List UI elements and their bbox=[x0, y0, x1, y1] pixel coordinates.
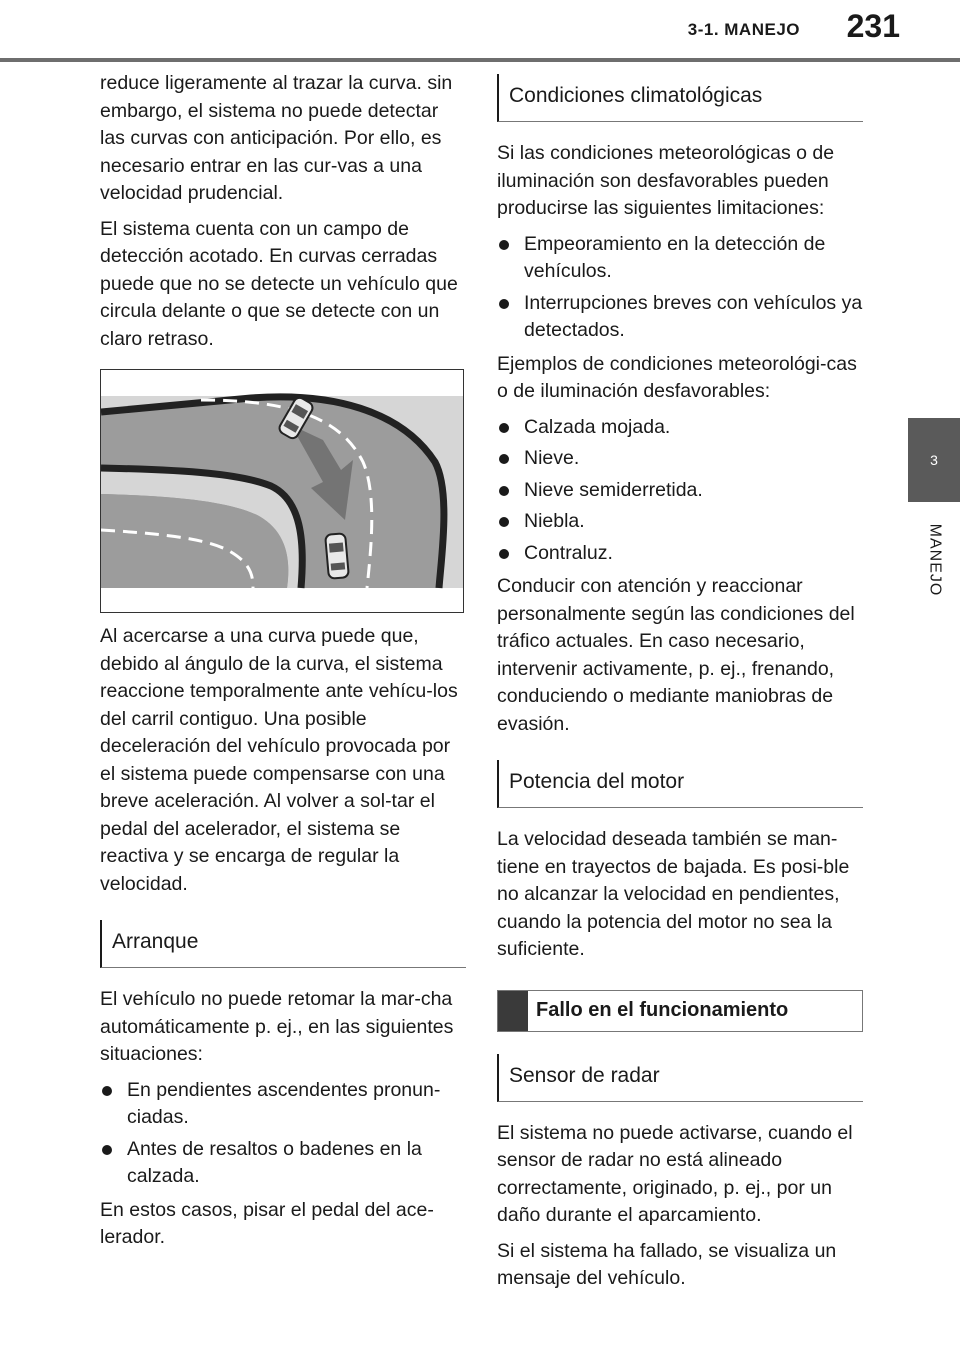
chapter-title-vertical bbox=[908, 510, 960, 610]
paragraph: El sistema no puede activarse, cuando el sensor de radar no está alineado correctamente, originado, p. ej., por un daño durante el aparcamiento. bbox=[497, 1121, 853, 1226]
left-column bbox=[100, 70, 466, 1260]
paragraph: Conducir con atención y reaccionar personalmente según las condiciones del tráfico actuales. En caso necesario, intervenir activamente, p. ej., frenando, conduciendo o mediante maniobras de evasión. bbox=[497, 575, 855, 735]
list-item: Contraluz. bbox=[497, 540, 863, 568]
list-item: Nieve semiderretida. bbox=[497, 477, 863, 505]
paragraph: Al acercarse a una curva puede que, debido al ángulo de la curva, el sistema reaccione temporalmente ante vehícu-los del carril contiguo. Una posible deceleración del vehículo provocada por el sistema puede compensarse con una breve aceleración. Al volver a sol-tar el pedal del acelerador, el sistema se reactiva y se encarga de regular la velocidad. bbox=[100, 625, 458, 895]
list-item: En pendientes ascendentes pronun-ciadas. bbox=[100, 1077, 466, 1132]
paragraph: El vehículo no puede retomar la mar-cha automáticamente p. ej., en las siguientes situaciones: bbox=[100, 988, 454, 1065]
list-item: Empeoramiento en la detección de vehículos. bbox=[497, 231, 863, 286]
heading-fallo-en-el-funcionamiento bbox=[497, 990, 863, 1032]
heading-condiciones-climatologicas: Condiciones climatológicas bbox=[497, 74, 863, 122]
section-title: 3-1. MANEJO bbox=[687, 20, 800, 39]
paragraph: Si el sistema ha fallado, se visualiza un mensaje del vehículo. bbox=[497, 1239, 837, 1289]
paragraph: Ejemplos de condiciones meteorológi-cas o de iluminación desfavorables: bbox=[497, 352, 857, 402]
paragraph: En estos casos, pisar el pedal del ace-lerador. bbox=[100, 1198, 434, 1248]
list-item: Niebla. bbox=[497, 508, 863, 536]
paragraph: Si las condiciones meteorológicas o de iluminación son desfavorables pueden producirse las siguientes limitaciones: bbox=[497, 142, 835, 219]
heading-sensor-de-radar: Sensor de radar bbox=[497, 1054, 863, 1102]
list-item: Antes de resaltos o badenes en la calzada. bbox=[100, 1136, 466, 1191]
curve-illustration-svg bbox=[101, 370, 463, 612]
bullet-list bbox=[497, 414, 863, 568]
curve-illustration bbox=[100, 369, 464, 613]
page-number: 231 bbox=[846, 8, 900, 44]
header-rule bbox=[0, 58, 960, 62]
chapter-number: 3 bbox=[930, 452, 938, 468]
paragraph: La velocidad deseada también se man-tiene en trayectos de bajada. Es posi-ble no alcanzar la velocidad en pendientes, cuando la potencia del motor no sea la suficiente. bbox=[497, 828, 850, 960]
heading-arranque: Arranque bbox=[100, 920, 466, 968]
bullet-list bbox=[497, 231, 863, 345]
chapter-tab[interactable] bbox=[908, 418, 960, 502]
paragraph: El sistema cuenta con un campo de detección acotado. En curvas cerradas puede que no se detecte un vehículo que circula delante o que se detecte con un claro retraso. bbox=[100, 217, 458, 350]
right-column bbox=[497, 74, 863, 1301]
list-item: Nieve. bbox=[497, 445, 863, 473]
heading-block-marker bbox=[498, 991, 528, 1031]
own-vehicle bbox=[325, 533, 349, 579]
paragraph: reduce ligeramente al trazar la curva. sin embargo, el sistema no puede detectar las curvas con anticipación. Por ello, es necesario entrar en las cur-vas a una velocidad prudencial. bbox=[100, 72, 453, 204]
heading-fallo-text: Fallo en el funcionamiento bbox=[536, 998, 789, 1021]
bullet-list bbox=[100, 1077, 466, 1191]
list-item: Interrupciones breves con vehículos ya detectados. bbox=[497, 290, 863, 345]
heading-potencia-del-motor: Potencia del motor bbox=[497, 760, 863, 808]
list-item: Calzada mojada. bbox=[497, 414, 863, 442]
chapter-title: MANEJO bbox=[926, 523, 944, 597]
